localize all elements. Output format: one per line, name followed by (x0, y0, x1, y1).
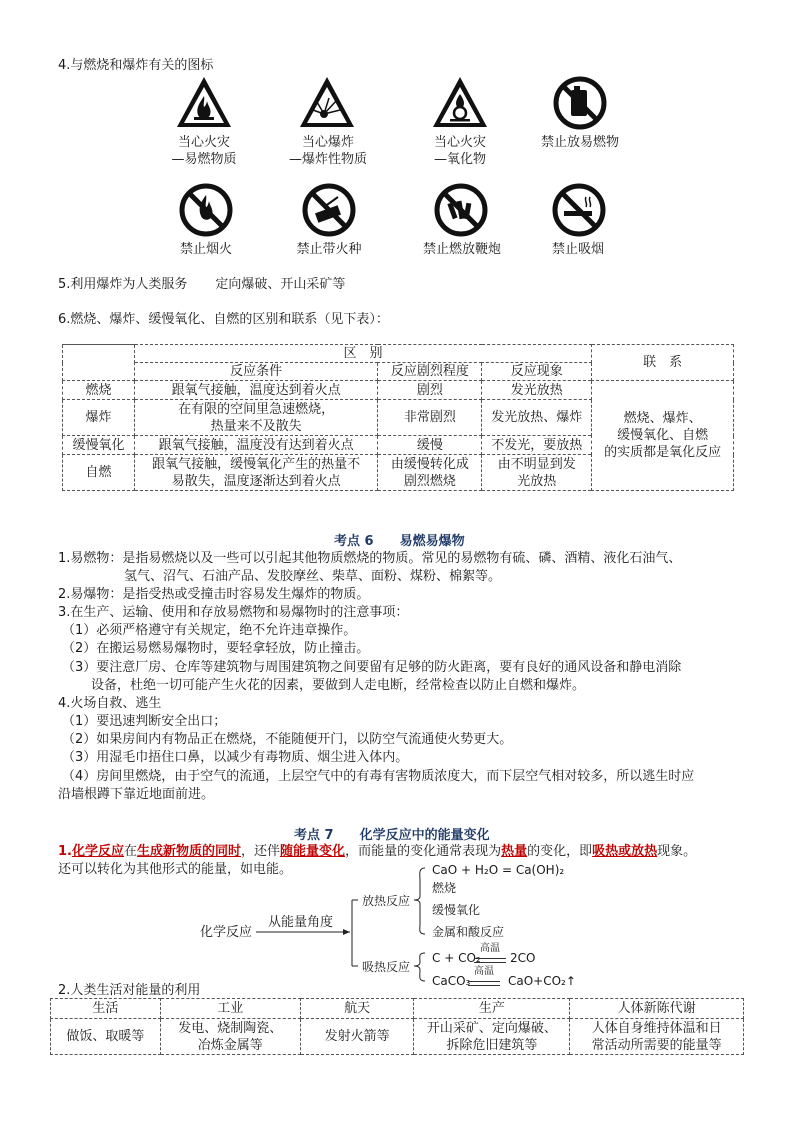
eq1-double-line (474, 958, 506, 963)
col-header: 生产 (414, 999, 570, 1019)
table-cell: 人体自身维持体温和日 常活动所需要的能量等 (570, 1019, 744, 1055)
sign-caption: 当心火灾 —易燃物质 (171, 135, 237, 167)
row-condition: 跟氧气接触，温度没有达到着火点 (134, 436, 378, 455)
endo-eq1-right: 2CO (510, 951, 536, 965)
table-cell: 发射火箭等 (300, 1019, 414, 1055)
section-heading-7: 考点 7 化学反应中的能量变化 (294, 828, 490, 843)
row-degree: 剧烈 (378, 381, 482, 400)
row-condition: 在有限的空间里急速燃烧， 热量来不及散失 (134, 400, 378, 436)
diagram-angle: 从能量角度 (268, 915, 334, 930)
energy-use-table (50, 998, 744, 1055)
energy-paragraph-cont: 还可以转化为其他形式的能量，如电能。 (58, 862, 293, 877)
diagram-exothermic: 放热反应 (362, 894, 411, 908)
text-line: （1）要迅速判断安全出口； (62, 714, 227, 729)
row-phenomenon: 发光放热 (482, 381, 592, 400)
endo-eq2-right: CaO+CO₂↑ (508, 974, 576, 988)
header-degree: 反应剧烈程度 (378, 363, 482, 381)
exo-item: 缓慢氧化 (432, 903, 481, 917)
energy-use-title: 2.人类生活对能量的利用 (58, 983, 201, 998)
header-diff: 区 别 (134, 345, 591, 363)
table-cell: 开山采矿、定向爆破、 拆除危旧建筑等 (414, 1019, 570, 1055)
sign-caption: 当心爆炸 —爆炸性物质 (288, 135, 367, 167)
text-line: 沿墙根蹲下靠近地面前进。 (58, 787, 215, 802)
row-name: 自燃 (63, 455, 135, 491)
endo-eq2-condition: 高温 (474, 966, 494, 977)
text-line: （2）如果房间内有物品正在燃烧，不能随便开门，以防空气流通使火势更大。 (62, 732, 513, 747)
sign-caption: 禁止吸烟 (551, 242, 604, 257)
col-header: 航天 (300, 999, 414, 1019)
text-line: 1.易燃物：是指易燃烧以及一些可以引起其他物质燃烧的物质。常见的易燃物有硫、磷、酒精、液化石油气、 (58, 551, 682, 566)
row-condition: 跟氧气接触，温度达到着火点 (134, 381, 378, 400)
col-header: 生活 (51, 999, 161, 1019)
exo-item: CaO + H₂O = Ca(OH)₂ (432, 863, 565, 877)
section-6-title: 6.燃烧、爆炸、缓慢氧化、自燃的区别和联系（见下表）： (58, 312, 389, 327)
row-degree: 由缓慢转化成 剧烈燃烧 (378, 455, 482, 491)
link-text: 燃烧、爆炸、 缓慢氧化、自燃 的实质都是氧化反应 (592, 381, 734, 491)
table-cell: 发电、烧制陶瓷、 冶炼金属等 (160, 1019, 300, 1055)
header-link: 联 系 (592, 345, 734, 381)
sign-caption: 禁止燃放鞭炮 (422, 242, 501, 257)
text-line: 氢气、沼气、石油产品、发胶摩丝、柴草、面粉、煤粉、棉絮等。 (124, 569, 502, 584)
row-name: 燃烧 (63, 381, 135, 400)
col-header: 人体新陈代谢 (570, 999, 744, 1019)
exo-item: 燃烧 (432, 881, 457, 895)
sign-caption: 禁止带火种 (296, 242, 362, 257)
text-line: 3.在生产、运输、使用和存放易燃物和易爆物时的注意事项： (58, 605, 409, 620)
sign-caption: 禁止烟火 (179, 242, 232, 257)
endo-eq1-condition: 高温 (480, 943, 500, 954)
row-degree: 缓慢 (378, 436, 482, 455)
diagram-endothermic: 吸热反应 (362, 960, 411, 974)
row-phenomenon: 由不明显到发 光放热 (482, 455, 592, 491)
section-4-title: 4.与燃烧和爆炸有关的图标 (58, 58, 214, 73)
col-header: 工业 (160, 999, 300, 1019)
header-phenomenon: 反应现象 (482, 363, 592, 381)
header-condition: 反应条件 (134, 363, 378, 381)
row-degree: 非常剧烈 (378, 400, 482, 436)
diagram-root: 化学反应 (200, 925, 253, 940)
eq2-double-line (468, 981, 500, 986)
text-line: 4.火场自救、逃生 (58, 696, 162, 711)
row-name: 缓慢氧化 (63, 436, 135, 455)
sign-caption: 当心火灾 —氧化物 (433, 135, 486, 167)
row-name: 爆炸 (63, 400, 135, 436)
sign-caption: 禁止放易燃物 (540, 135, 619, 150)
row-phenomenon: 发光放热、爆炸 (482, 400, 592, 436)
row-phenomenon: 不发光，要放热 (482, 436, 592, 455)
text-line: （3）用湿毛巾捂住口鼻，以减少有毒物质、烟尘进入体内。 (62, 750, 409, 765)
endo-eq1-left: C + CO₂ (432, 951, 481, 965)
energy-paragraph: 1.化学反应在生成新物质的同时，还伴随能量变化，而能量的变化通常表现为热量的变化，即吸热或放热现象。 (58, 844, 697, 859)
section-5: 5.利用爆炸为人类服务 定向爆破、开山采矿等 (58, 277, 346, 292)
section-heading-6: 考点 6 易燃易爆物 (334, 534, 465, 549)
text-line: （2）在搬运易燃易爆物时，要轻拿轻放，防止撞击。 (62, 641, 370, 656)
text-line: 2.易爆物：是指受热或受撞击时容易发生爆炸的物质。 (58, 587, 370, 602)
endo-eq2-left: CaCO₃ (432, 974, 471, 988)
text-line: 设备，杜绝一切可能产生火花的因素，要做到人走电断，经常检查以防止自燃和爆炸。 (91, 678, 586, 693)
text-line: （1）必须严格遵守有关规定，绝不允许违章操作。 (62, 623, 357, 638)
text-line: （4）房间里燃烧，由于空气的流通，上层空气中的有毒有害物质浓度大，而下层空气相对较多，所以逃生时应 (62, 769, 695, 784)
text-line: （3）要注意厂房、仓库等建筑物与周围建筑物之间要留有足够的防火距离，要有良好的通风设备和静电消除 (62, 660, 682, 675)
table-cell: 做饭、取暖等 (51, 1019, 161, 1055)
row-condition: 跟氧气接触，缓慢氧化产生的热量不 易散失，温度逐渐达到着火点 (134, 455, 378, 491)
exo-item: 金属和酸反应 (432, 925, 505, 939)
